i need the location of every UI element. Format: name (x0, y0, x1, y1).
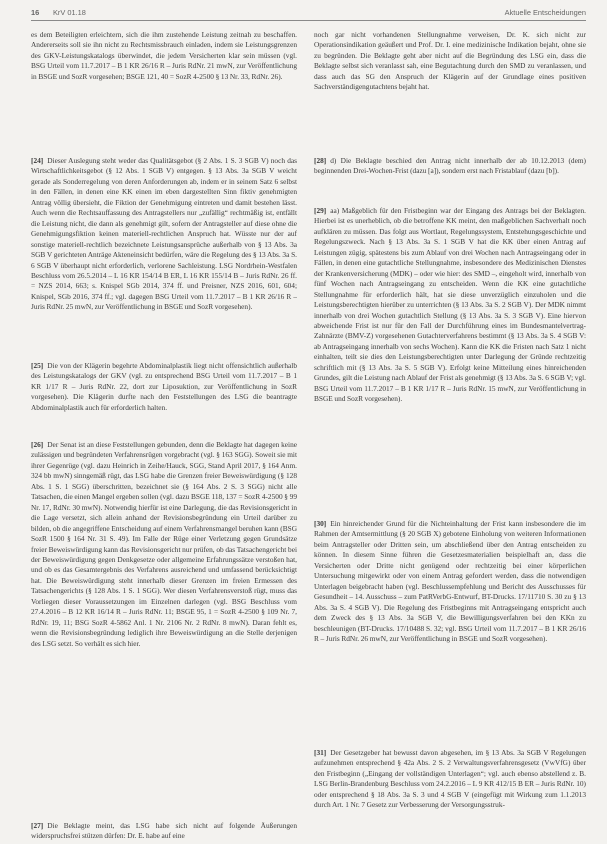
paragraph-text: Der Senat ist an diese Feststellungen gebunden, denn die Beklagte hat dagegen keine zulässigen und begründeten Verfahrensrügen vorgebracht (vgl. § 163 SGG). Soweit sie mit ihrer Gegenrüge (vgl. dazu Heinrich in Zeihe/Hauck, SGG, Stand April 2017, § 164 Anm. 324 bb mwN) sinngemäß rügt, das LSG habe die Grenzen freier Beweiswürdigung (§ 128 Abs. 1 S. 1 SGG) überschritten, bezeichnet sie (§ 164 Abs. 2 S. 3 SGG) nicht alle Tatsachen, die einen Mangel ergeben sollen (vgl. dazu BSGE 118, 137 = SozR 4-2500 § 99 Nr. 17, RdNr. 30 mwN). Notwendig hierfür ist eine Darlegung, die das Revisionsgericht in die Lage versetzt, sich allein anhand der Revisionsbegründung ein Urteil darüber zu bilden, ob die angegriffene Entscheidung auf einem Verfahrensmangel beruhen kann (BSG SozR 1500 § 164 Nr. 31 S. 49). Im Falle der Rüge einer Verletzung gegen Grundsätze freier Beweiswürdigung kann das Revisionsgericht nur prüfen, ob das Tatsachengericht bei der Beweiswürdigung gegen Denkgesetze oder allgemeine Erfahrungssätze verstoßen hat, und ob es das Gesamtergebnis des Verfahrens ausreichend und umfassend berücksichtigt hat. Die Beweiswürdigung steht innerhalb dieser Grenzen im freien Ermessen des Tatsachengerichts (§ 128 Abs. 1 S. 1 SGG). Wer diesen Verfahrensverstoß rügt, muss das Vorliegen dieser Voraussetzungen im Einzelnen darlegen (vgl. BSG Beschluss vom 27.4.2016 – B 12 KR 16/14 R – Juris RdNr. 11; BSGE 95, 1 = SozR 4-2500 § 109 Nr. 7, RdNr. 19, 11; BSG SozR 4-5862 Anl. 1 Nr. 2106 Nr. 2 RdNr. 8 mwN). Daran fehlt es, wenn die Revisionsbegründung lediglich ihre Beweiswürdigung an die Stelle derjenigen des LSG setzt. So verhält es sich hier. (31, 440, 297, 648)
paragraph-text: es dem Beteiligten erleichtern, sich die ihm zustehende Leistung zeitnah zu beschaffen. Andererseits soll sie ihn nicht zu Rechtsmissbrauch einladen, indem sie Leistungsgrenzen des GKV-Leistungskatalogs überwindet, die jedem Versicherten klar sein müssen (vgl. BSG Urteil vom 11.7.2017 – B 1 KR 26/16 R – Juris RdNr. 21 mwN, zur Veröffentlichung in BSGE und SozR vorgesehen; BSGE 121, 40 = SozR 4-2500 § 13 Nr. 33, RdNr. 26). (31, 30, 297, 81)
paragraph-31 (314, 748, 586, 842)
paragraph-number: [27] (31, 821, 44, 830)
paragraph-text: Der Gesetzgeber hat bewusst davon abgesehen, im § 13 Abs. 3a SGB V Regelungen aufzunehmen entsprechend § 42a Abs. 2 S. 2 Verwaltungsverfahrensgesetz (VwVfG) über den Fristbeginn („Eingang der vollständigen Unterlagen“; vgl. auch ebenso abstellend z. B. LSG Berlin-Brandenburg Beschluss vom 24.2.2016 – L 9 KR 412/15 B ER – Juris RdNr. 10) oder entsprechend § 18 Abs. 3a S. 3 und 4 SGB V (eingefügt mit Wirkung zum 1.1.2013 durch Art. 1 Nr. 7 Gesetz zur Verbesserung der Versorgungsstruk- (314, 748, 586, 810)
paragraph-text: Dieser Auslegung steht weder das Qualitätsgebot (§ 2 Abs. 1 S. 3 SGB V) noch das Wirtschaftlichkeitsgebot (§ 12 Abs. 1 SGB V) entgegen. § 13 Abs. 3a SGB V weicht gerade als Sonderregelung von deren Anforderungen ab, indem er in seinem Satz 6 selbst in den Fällen, in denen eine KK einen im eben dargestellten Sinn fiktiv genehmigten Antrag völlig übersieht, die Fiktion der Genehmigung eintreten und damit bestehen lässt. Auch wenn die Rechtsauffassung des Antragstellers nur „zufällig“ rechtmäßig ist, entfällt die Leistung nicht, die dann als genehmigt gilt, sofern der Antragsteller auf diese ohne die Genehmigungsfiktion keinen materiell-rechtlichen Anspruch hat. Wüsste nur der auf sonstige materiell-rechtlich bezeichnete Leistungsansprüche außerhalb von § 13 Abs. 3a SGB V gerichteten Anträge Akteneinsicht bedürfen, wäre die Regelung des § 13 Abs. 3a S. 6 SGB V überhaupt nicht erforderlich, verlorene Sachleistung. LSG Nordrhein-Westfalen Beschluss vom 26.5.2014 – L 16 KR 154/14 B ER, L 16 KR 155/14 B – Juris RdNr. 26 ff. = NZS 2014, 663; s. Knispel SGb 2014, 374 ff. und Preisner, NZS 2016, 601, 604; Knispel, SGb 2016, 374 ff.; vgl. dagegen BSG Urteil vom 11.7.2017 – B 1 KR 26/16 R – Juris RdNr. 25 mwN, zur Veröffentlichung in BSGE und SozR vorgesehen). (31, 156, 297, 312)
paragraph-number: [29] (314, 206, 327, 215)
page-number: 16 (31, 8, 40, 17)
paragraph-27 (31, 821, 297, 842)
paragraph-text: aa) Maßgeblich für den Fristbeginn war der Eingang des Antrags bei der Beklagten. Hierbei ist es unerheblich, ob die betroffene KK meint, den maßgeblichen Sachverhalt noch aufklären zu müssen. Das folgt aus Wortlaut, Regelungssystem, Entstehungsgeschichte und Regelungszweck. Nach § 13 Abs. 3a S. 1 SGB V hat die KK über einen Antrag auf Leistungen zügig, spätestens bis zum Ablauf von drei Wochen nach Antragseingang oder in Fällen, in denen eine gutachtliche Stellungnahme, insbesondere des Medizinischen Dienstes der Krankenversicherung (MDK) – oder wie hier: des SMD –, eingeholt wird, innerhalb von fünf Wochen nach Antragseingang zu entscheiden. Wenn die KK eine gutachtliche Stellungnahme für erforderlich hält, hat sie diese unverzüglich einzuholen und die Leistungsberechtigten hierüber zu unterrichten (§ 13 Abs. 3a S. 2 SGB V). Der MDK nimmt innerhalb von drei Wochen gutachtlich Stellung (§ 13 Abs. 3a S. 3 SGB V). Eine hiervon abweichende Frist ist nur für den Fall der Durchführung eines im Bundesmantelvertrag-Zahnärzte (BMV-Z) vorgesehenen Gutachterverfahrens bestimmt (§ 13 Abs. 3a S. 4 SGB V: ab Antragseingang innerhalb von sechs Wochen). Kann die KK die Fristen nach Satz 1 nicht einhalten, teilt sie dies den Leistungsberechtigten unter Darlegung der Gründe rechtzeitig schriftlich mit (§ 13 Abs. 3a S. 5 SGB V). Erfolgt keine Mitteilung eines hinreichenden Grundes, gilt die Leistung nach Ablauf der Frist als genehmigt (§ 13 Abs. 3a S. 6 SGB V; vgl. BSG Urteil vom 11.7.2017 – B 1 KR 1/17 R – Juris RdNr. 15 mwN, zur Veröffentlichung in BSGE und SozR vorgesehen). (314, 206, 586, 404)
paragraph-text: d) Die Beklagte beschied den Antrag nicht innerhalb der ab 10.12.2013 (dem) beginnenden Drei-Wochen-Frist (dazu [a]), sondern erst nach Fristablauf (dazu [b]). (314, 156, 586, 176)
paragraph-number: [26] (31, 440, 44, 449)
paragraph-number: [24] (31, 156, 44, 165)
paragraph-text: noch gar nicht vorhandenen Stellungnahme verweisen, Dr. K. sich nicht zur Operationsindikation geäußert und Prof. Dr. I. eine medizinische Indikation bejaht, ohne sie zu begründen. Die Beklagte geht aber nicht auf die Begründung des LSG ein, dass die Beklagte selbst sich veranlasst sah, eine Begutachtung durch den SMD zu veranlassen, und dass auch das SG den Anspruch der Klägerin auf der Grundlage eines positiven Sachverständigengutachtens bejaht hat. (314, 30, 586, 92)
journal-issue: KrV 01.18 (53, 8, 86, 17)
paragraph-30 (314, 519, 586, 739)
paragraph-number: [25] (31, 361, 44, 370)
paragraph-28 (314, 156, 586, 188)
paragraph-text: Die Beklagte meint, das LSG habe sich nicht auf folgende Äußerungen widerspruchsfrei stützen dürfen: Dr. E. habe auf eine (31, 821, 297, 841)
paragraph-text: Ein hinreichender Grund für die Nichteinhaltung der Frist kann insbesondere die im Rahmen der Amtsermittlung (§ 20 SGB X) gebotene Einholung von weiteren Informationen beim Antragsteller oder Dritten sein, um abschließend über den Antrag entscheiden zu können. In diesem Sinne führen die Gesetzesmaterialien beispielhaft an, dass die Versicherten oder Dritte nicht genügend oder rechtzeitig bei einer körperlichen Untersuchung mitgewirkt oder von einem Antrag gefordert werden, dass die notwendigen Unterlagen beigebracht haben (vgl. Beschlussempfehlung und Bericht des Ausschusses für Gesundheit – 14. Ausschuss – zum PatRVerbG-Entwurf, BT-Drucks. 17/11710 S. 30 zu § 13 Abs. 3a S. 4 SGB V). Die Regelung des Fristbeginns mit Antragseingang entspricht auch dem Zweck des § 13 Abs. 3a SGB V, die Bewilligungsverfahren bei den KKn zu beschleunigen (BT-Drucks. 17/10488 S. 32; vgl. BSG Urteil vom 11.7.2017 – B 1 KR 26/16 R – Juris RdNr. 26 mwN, zur Veröffentlichung in BSGE und SozR vorgesehen). (314, 519, 586, 643)
paragraph-number: [30] (314, 519, 327, 528)
left-intro-paragraph (31, 30, 297, 145)
paragraph-number: [31] (314, 748, 327, 757)
paragraph-24 (31, 156, 297, 355)
paragraph-25 (31, 361, 297, 435)
paragraph-29 (314, 206, 586, 510)
paragraph-26 (31, 440, 297, 816)
paragraph-number: [28] (314, 156, 327, 165)
paragraph-text: Die von der Klägerin begehrte Abdominalplastik liegt nicht offensichtlich außerhalb des Leistungskatalogs der GKV (vgl. zu entsprechend BSG Urteil vom 11.7.2017 – B 1 KR 1/17 R – Juris RdNr. 22, dort zur Liposuktion, zur Veröffentlichung in SozR vorgesehen). Die Klägerin durfte nach den Feststellungen des LSG die beantragte Abdominalplastik auch für erforderlich halten. (31, 361, 297, 412)
section-title: Aktuelle Entscheidungen (504, 8, 586, 17)
right-intro-paragraph (314, 30, 586, 145)
page-header (31, 6, 586, 21)
